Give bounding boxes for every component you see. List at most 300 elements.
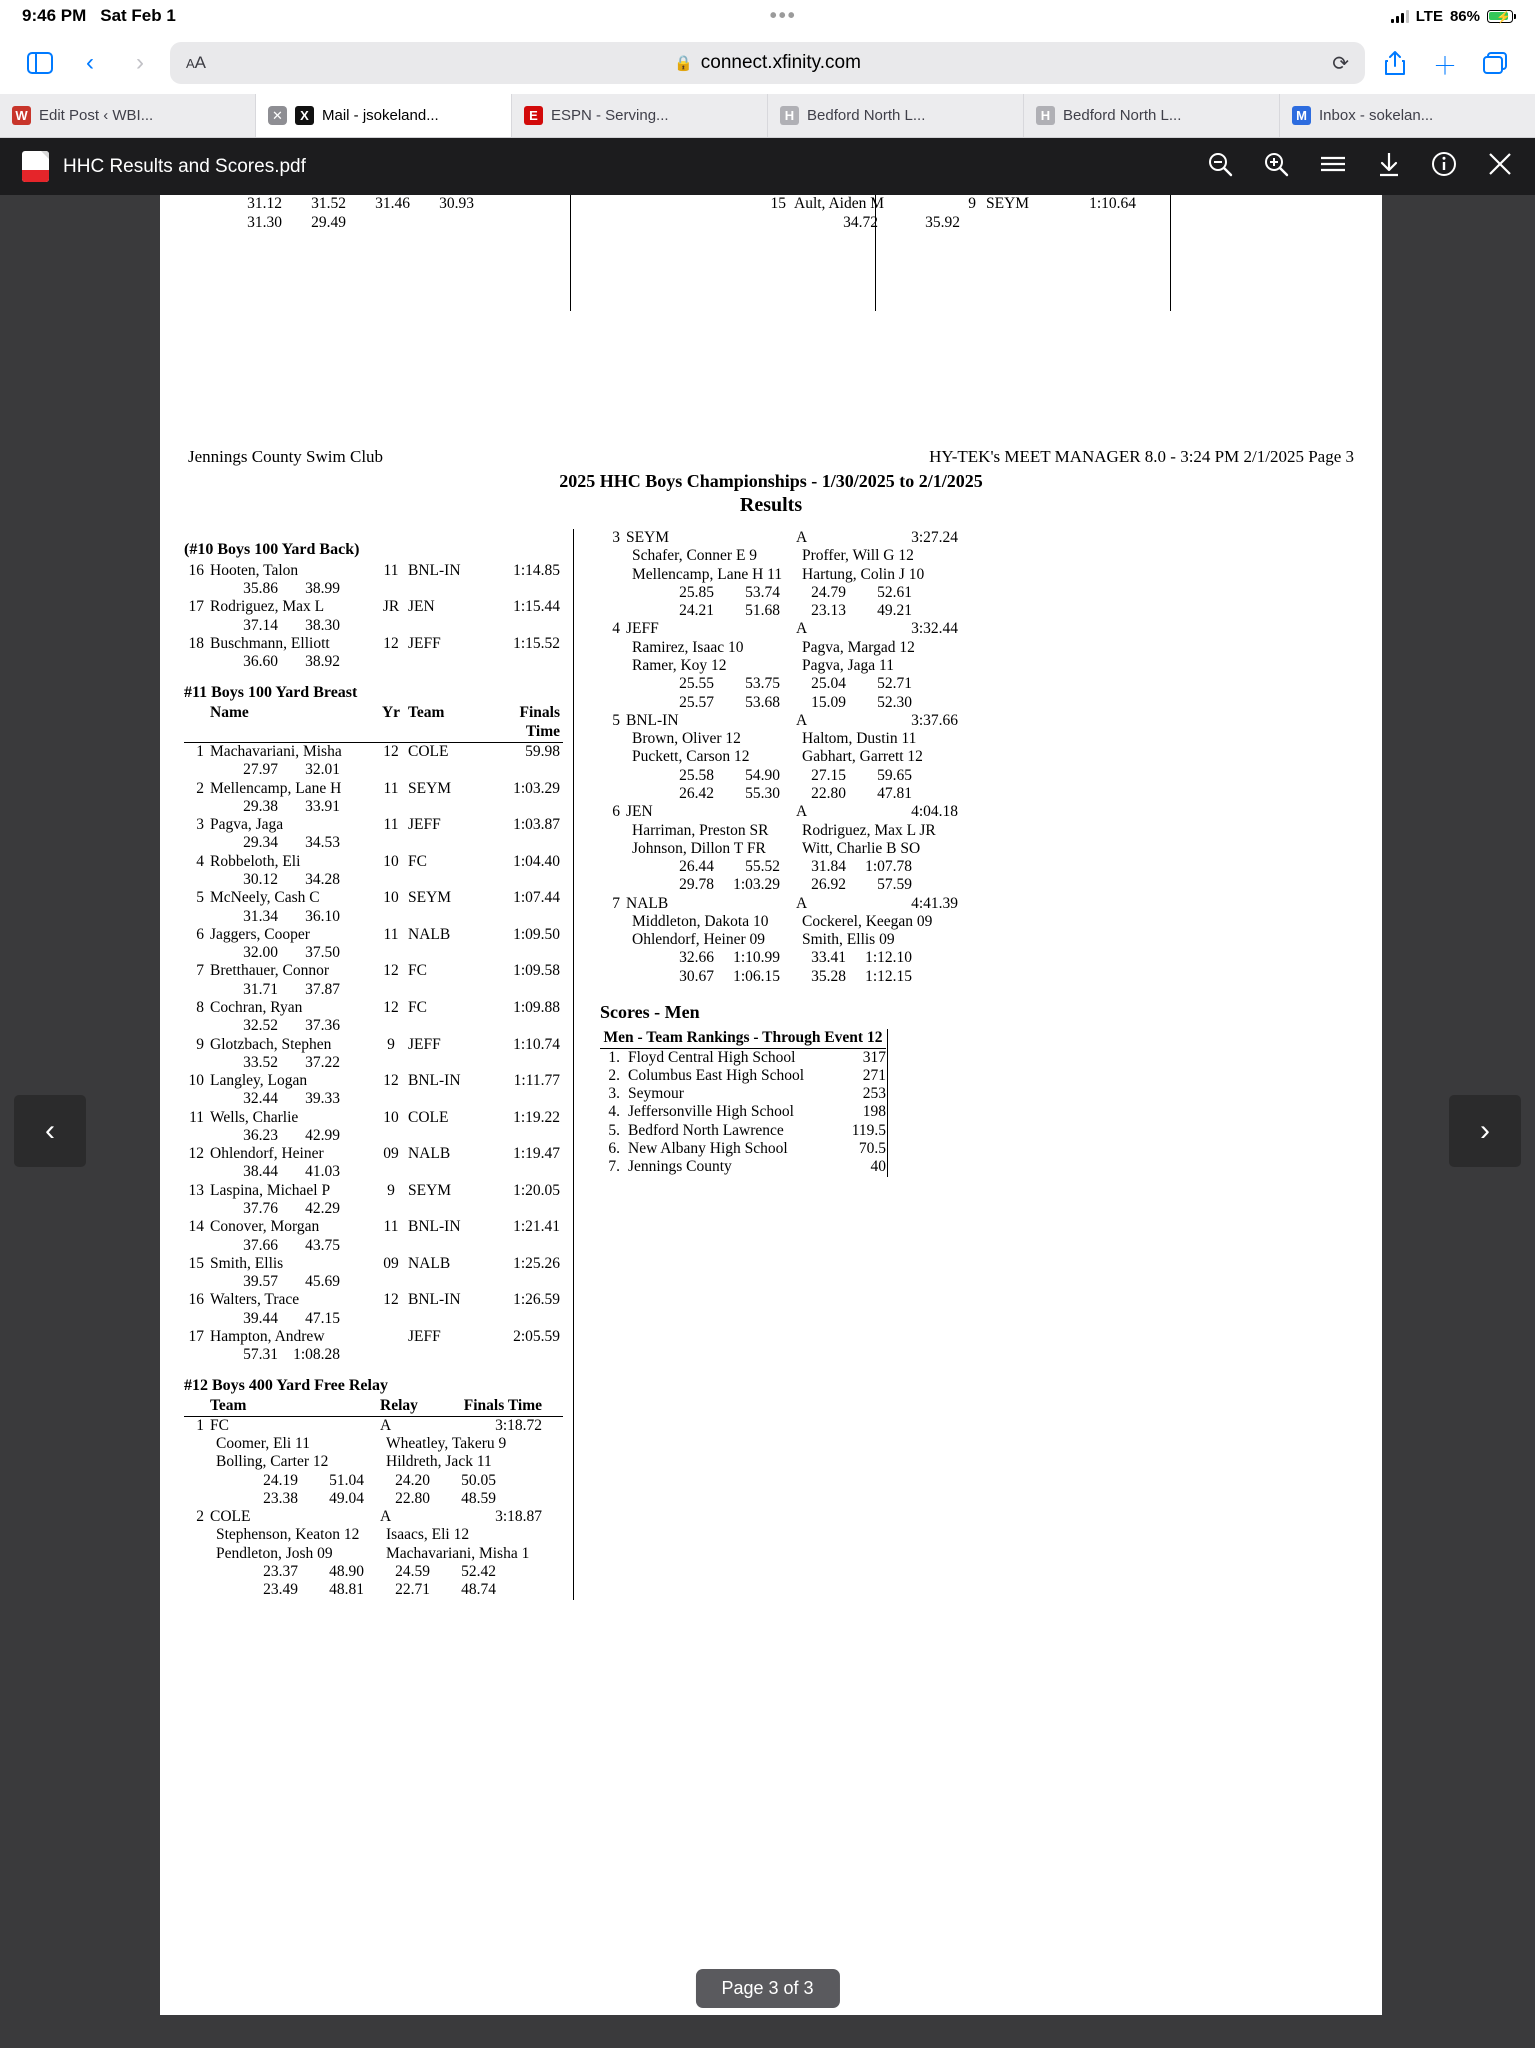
split-value: 1:06.15 [733,967,780,985]
result-row [184,1328,563,1346]
relay-row [600,529,994,547]
team-code: COLE [210,1508,251,1526]
relay-members-row [600,840,994,858]
split-value: 55.52 [745,858,780,876]
team-code: SEYM [408,889,452,907]
split-value: 41.03 [305,1163,340,1181]
relay-member: Isaacs, Eli 12 [386,1526,470,1544]
split-value: 43.75 [305,1236,340,1254]
team-code: FC [408,852,427,870]
finals-time: 1:07.44 [513,889,560,907]
event-12-header [184,1397,563,1416]
team-code: COLE [408,1108,449,1126]
ranking-row [600,1140,886,1158]
result-row [184,1182,563,1200]
finals-time: 1:19.47 [513,1145,560,1163]
relay-members-row [600,913,994,931]
split-value: 39.33 [305,1090,340,1108]
team-code: JEN [626,803,653,821]
split-value: 38.30 [305,616,340,634]
split-row [184,944,563,962]
relay-members-row [600,730,994,748]
split-value: 38.92 [305,653,340,671]
swimmer-year: 12 [383,1291,399,1309]
split-value: 47.15 [305,1309,340,1327]
split-value: 37.50 [305,944,340,962]
split-value: 39.44 [243,1309,278,1327]
split-value: 51.68 [745,602,780,620]
split-value: 52.61 [877,583,912,601]
relay-member: Machavariani, Misha 1 [386,1544,530,1562]
team-points: 317 [862,1048,886,1066]
finals-time: 3:32.44 [911,620,958,638]
team-code: JEFF [408,816,441,834]
tabs-icon[interactable] [1475,43,1515,83]
relay-split-row [600,767,994,785]
reload-icon[interactable]: ⟳ [1332,52,1349,75]
relay-split-row [600,675,994,693]
browser-toolbar [0,32,1535,94]
relay-member: Coomer, Eli 11 [216,1435,310,1452]
tab-favicon: E [524,106,543,125]
split-value: 23.49 [263,1581,298,1599]
previous-page-button[interactable]: ‹ [14,1095,86,1167]
swimmer-name: Walters, Trace [210,1291,300,1309]
lock-icon: 🔒 [674,55,693,72]
split-row [184,653,563,671]
split-value: 25.58 [679,766,714,784]
team-code: JEFF [626,620,659,638]
split-value: 25.55 [679,675,714,693]
team-code: BNL-IN [408,1291,461,1309]
ranking-row [600,1067,886,1085]
result-row [184,562,563,580]
ranking-row [600,1085,886,1103]
finals-time: 1:04.40 [513,852,560,870]
place: 18 [188,635,204,652]
team-points: 271 [862,1066,886,1084]
swimmer-year: 11 [383,816,399,834]
swimmer-year: 09 [383,1145,399,1163]
split-value: 31.12 [247,195,282,212]
swimmer-name: Hampton, Andrew [210,1328,325,1345]
split-row [184,761,563,779]
tab-label: Edit Post ‹ WBI... [39,107,154,124]
relay-member: Pagva, Jaga 11 [802,656,894,674]
relay-member: Brown, Oliver 12 [632,730,741,748]
split-row [184,617,563,635]
place: 1 [196,1416,204,1434]
split-value: 37.36 [305,1017,340,1035]
split-value: 47.81 [877,784,912,802]
battery-icon: ⚡ [1487,10,1513,23]
split-value: 22.80 [811,784,846,802]
split-value: 29.38 [243,797,278,815]
school-name: Columbus East High School [628,1066,805,1084]
col-relay: Relay [380,1397,418,1415]
relay-letter: A [796,620,808,638]
finals-time: 1:09.58 [513,962,560,980]
next-page-button[interactable]: › [1449,1095,1521,1167]
relay-members-row [184,1453,563,1471]
place-value: 15 [770,195,786,212]
split-value: 33.41 [811,949,846,967]
finals-time: 1:10.74 [513,1035,560,1053]
relay-row [184,1508,563,1526]
result-row [184,743,563,761]
place: 17 [188,598,204,616]
swimmer-name: Laspina, Michael P [210,1181,331,1199]
swimmer-name: Mellencamp, Lane H [210,779,342,797]
relay-members-row [184,1526,563,1544]
split-value: 27.97 [243,761,278,779]
result-row [184,598,563,616]
sidebar-icon[interactable] [20,43,60,83]
relay-row [184,1417,563,1435]
split-value: 22.80 [395,1489,430,1507]
status-date: Sat Feb 1 [100,6,176,25]
page-indicator: Page 3 of 3 [695,1969,839,2008]
finals-time: 1:20.05 [513,1181,560,1199]
share-icon[interactable] [1375,43,1415,83]
team-code: BNL-IN [408,1218,461,1236]
relay-member: Pendleton, Josh 09 [216,1544,333,1562]
relay-member: Rodriguez, Max L JR [802,821,936,839]
split-row [184,1310,563,1328]
event-12-title: #12 Boys 400 Yard Free Relay [184,1376,388,1394]
split-value: 24.21 [679,602,714,620]
place: 2 [196,779,204,797]
team-code: FC [408,998,427,1016]
ranking-row [600,1049,886,1067]
school-name: Floyd Central High School [628,1048,796,1066]
result-row [184,889,563,907]
swimmer-name: Pagva, Jaga [210,816,284,834]
result-row [184,1036,563,1054]
download-icon[interactable] [1377,151,1401,183]
event-11-title: #11 Boys 100 Yard Breast [184,683,358,701]
relay-row [600,803,994,821]
split-value: 45.69 [305,1273,340,1291]
relay-member: Gabhart, Garrett 12 [802,748,923,766]
network-type: LTE [1415,7,1443,25]
zoom-out-icon[interactable] [1207,151,1233,183]
new-tab-icon[interactable]: ＋ [1433,52,1457,80]
split-value: 1:12.15 [865,967,912,985]
ranking-row [600,1122,886,1140]
swimmer-name: Conover, Morgan [210,1218,320,1236]
swimmer-name: Jaggers, Cooper [210,925,310,943]
split-row [184,1237,563,1255]
school-name: Jeffersonville High School [628,1103,794,1121]
swimmer-year [374,1328,408,1346]
relay-members-row [184,1435,563,1453]
event-11-rows [184,743,563,1365]
relay-members-row [600,566,994,584]
team-code: NALB [626,894,669,912]
rank-number: 1. [608,1048,620,1066]
finals-time: 1:21.41 [513,1218,560,1236]
browser-tab-2[interactable] [512,94,768,137]
split-value: 24.59 [395,1562,430,1580]
place: 6 [612,803,620,821]
relay-member: Hildreth, Jack 11 [386,1453,492,1471]
relay-letter: A [796,529,808,546]
result-row [184,962,563,980]
split-value: 36.10 [305,907,340,925]
split-value: 32.52 [243,1017,278,1035]
swimmer-name: Cochran, Ryan [210,998,303,1016]
result-row [184,999,563,1017]
team-code: SEYM [408,779,452,797]
event-12-right-relays [600,529,994,986]
school-name: Jennings County [628,1158,732,1176]
swimmer-year: 10 [383,889,399,907]
place: 4 [612,620,620,638]
col-team: Team [210,1397,247,1415]
text-size-button[interactable]: AA [186,53,207,72]
relay-members-row [600,657,994,675]
split-value: 31.52 [311,195,346,212]
result-row [184,1218,563,1236]
relay-letter: A [796,711,808,729]
doc-header-right: HY-TEK's MEET MANAGER 8.0 - 3:24 PM 2/1/2025 Page 3 [929,447,1354,466]
swimmer-year: 12 [383,635,399,652]
split-value: 52.71 [877,675,912,693]
swimmer-year: JR [382,598,400,616]
result-row [184,1291,563,1309]
tab-label: Bedford North L... [1063,107,1182,124]
ranking-row [600,1158,886,1176]
split-value: 15.09 [811,693,846,711]
tab-favicon: W [12,106,31,125]
team-code: JEN [408,598,435,616]
close-icon[interactable] [1487,151,1513,183]
doc-column-right [574,529,994,1600]
split-value: 32.01 [305,761,340,779]
finals-time: 3:18.72 [495,1416,542,1434]
split-value: 1:10.99 [733,949,780,967]
result-row [184,853,563,871]
address-bar[interactable] [170,42,1365,84]
split-value: 1:03.29 [733,876,780,894]
relay-member: Cockerel, Keegan 09 [802,912,933,930]
finals-time: 1:14.85 [513,561,560,579]
tab-favicon: H [780,106,799,125]
swimmer-name: Smith, Ellis [210,1254,284,1272]
split-row [184,798,563,816]
relay-split-row [600,584,994,602]
swimmer-year: 11 [383,925,399,943]
relay-member: Proffer, Will G 12 [802,547,914,565]
split-value: 48.81 [329,1581,364,1599]
relay-member: Bolling, Carter 12 [216,1453,329,1471]
back-icon[interactable]: ‹ [86,49,94,76]
split-row [184,1127,563,1145]
split-value: 31.46 [375,195,410,212]
split-value: 23.13 [811,602,846,620]
pdf-viewer-toolbar [0,138,1535,195]
split-value: 1:08.28 [293,1346,340,1364]
relay-member: Wheatley, Takeru 9 [386,1435,507,1452]
finals-time: 2:05.59 [513,1328,560,1345]
split-value: 49.21 [877,602,912,620]
rankings-title: Men - Team Rankings - Through Event 12 [600,1029,886,1048]
place: 2 [196,1508,204,1526]
team-points: 70.5 [858,1139,886,1157]
finals-time: 1:11.77 [513,1072,560,1090]
split-value: 50.05 [461,1471,496,1489]
swimmer-name: Machavariani, Misha [210,743,342,760]
event-12-left-relays [184,1417,563,1600]
split-value: 24.20 [395,1471,430,1489]
info-icon[interactable] [1431,151,1457,183]
browser-tab-3[interactable] [768,94,1024,137]
split-value: 37.14 [243,616,278,634]
finals-time: 1:10.64 [1089,195,1136,212]
place: 9 [196,1035,204,1053]
relay-row [600,895,994,913]
result-row [184,1072,563,1090]
split-row [184,1273,563,1291]
split-value: 33.52 [243,1053,278,1071]
tab-bar [0,94,1535,138]
split-value: 37.87 [305,980,340,998]
split-value: 30.67 [679,967,714,985]
pdf-filename: HHC Results and Scores.pdf [63,155,306,177]
split-row [184,1200,563,1218]
relay-members-row [600,931,994,949]
relay-member: Stephenson, Keaton 12 [216,1526,360,1544]
tab-favicon: X [295,106,314,125]
relay-member: Smith, Ellis 09 [802,931,895,949]
relay-member: Middleton, Dakota 10 [632,912,769,930]
relay-split-row [600,785,994,803]
split-value: 23.37 [263,1562,298,1580]
split-value: 42.29 [305,1200,340,1218]
tab-favicon: M [1292,106,1311,125]
team-points: 119.5 [851,1121,886,1139]
rank-number: 4. [608,1103,620,1121]
swimmer-name: Langley, Logan [210,1072,308,1090]
doc-column-left [184,529,574,1600]
finals-time: 1:15.44 [513,598,560,616]
swimmer-year: 09 [383,1254,399,1272]
menu-icon[interactable] [1319,154,1347,180]
finals-time: 1:09.50 [513,925,560,943]
split-row [184,1090,563,1108]
rank-number: 6. [608,1139,620,1157]
team-code: NALB [408,1145,451,1163]
browser-tab-0[interactable] [0,94,256,137]
swimmer-year: 12 [383,998,399,1016]
event-10-title: (#10 Boys 100 Yard Back) [184,541,360,558]
relay-members-row [600,822,994,840]
swimmer-name: Ault, Aiden M [794,195,884,212]
swimmer-year: 11 [383,779,399,797]
relay-split-row [600,949,994,967]
place: 5 [612,711,620,729]
split-value: 25.57 [679,693,714,711]
browser-tab-1[interactable] [256,94,512,137]
col-yr: Yr [381,704,401,722]
split-value: 38.99 [305,580,340,598]
browser-tab-5[interactable] [1280,94,1535,137]
split-value: 37.22 [305,1053,340,1071]
close-tab-icon[interactable]: ✕ [268,106,287,125]
finals-time: 1:26.59 [513,1291,560,1309]
result-row [184,635,563,653]
split-value: 37.66 [243,1236,278,1254]
browser-tab-4[interactable] [1024,94,1280,137]
relay-split-row [600,602,994,620]
place: 14 [188,1218,204,1236]
pdf-page-stage[interactable] [0,195,1535,2048]
swimmer-year: 11 [383,1218,399,1236]
relay-member: Puckett, Carson 12 [632,748,750,766]
result-row [184,1255,563,1273]
rank-number: 3. [608,1085,620,1103]
relay-letter: A [380,1416,392,1434]
team-code: BNL-IN [408,561,461,579]
col-team: Team [408,704,445,722]
split-row [184,908,563,926]
split-row [184,580,563,598]
relay-members-row [600,748,994,766]
relay-split-row [184,1563,563,1581]
pdf-title-group [22,151,1191,182]
relay-member: Haltom, Dustin 11 [802,730,917,748]
place: 3 [612,529,620,546]
relay-row [600,620,994,638]
place: 7 [196,962,204,980]
doc-club-name: Jennings County Swim Club [188,447,384,466]
split-value: 48.90 [329,1562,364,1580]
split-value: 42.99 [305,1126,340,1144]
zoom-in-icon[interactable] [1263,151,1289,183]
forward-icon[interactable]: › [136,49,144,76]
relay-split-row [600,694,994,712]
team-code: JEFF [408,1328,441,1345]
multitask-dots[interactable]: ••• [769,5,797,27]
relay-member: Ramer, Koy 12 [632,656,727,674]
split-value: 53.74 [745,583,780,601]
place: 10 [188,1072,204,1090]
split-value: 59.65 [877,766,912,784]
col-time: Finals Time [519,704,560,740]
result-row [184,926,563,944]
finals-time: 1:03.29 [513,779,560,797]
swimmer-year: 9 [387,1035,395,1053]
relay-members-row [184,1545,563,1563]
split-value: 37.76 [243,1200,278,1218]
tab-label: Inbox - sokelan... [1319,107,1434,124]
swimmer-year: 11 [383,561,399,579]
split-value: 35.28 [811,967,846,985]
team-code: JEFF [408,635,441,652]
doc-results-label: Results [739,494,803,516]
split-value: 49.04 [329,1489,364,1507]
split-value: 52.30 [877,693,912,711]
place: 5 [196,889,204,907]
scores-heading: Scores - Men [600,1002,700,1023]
split-value: 1:07.78 [865,858,912,876]
finals-time: 1:25.26 [513,1254,560,1272]
split-value: 33.91 [305,797,340,815]
team-code: BNL-IN [408,1072,461,1090]
swimmer-year: 9 [968,195,976,212]
tab-label: ESPN - Serving... [551,107,669,124]
